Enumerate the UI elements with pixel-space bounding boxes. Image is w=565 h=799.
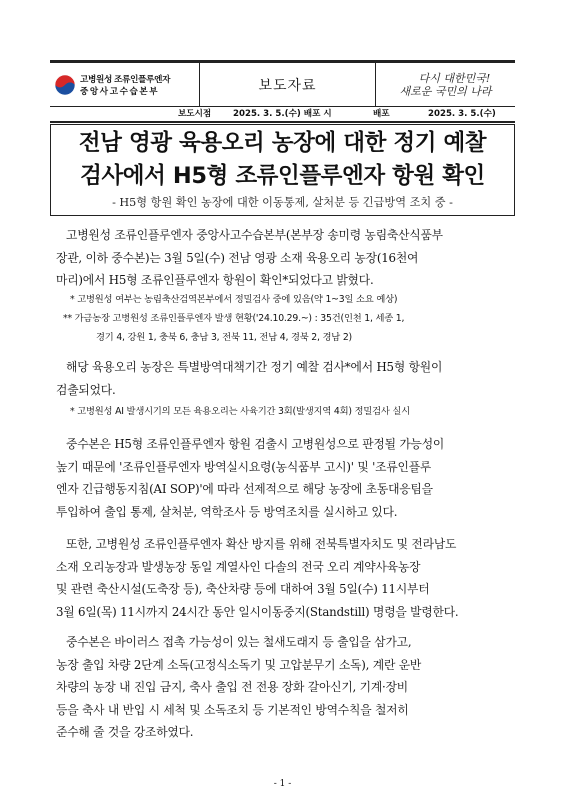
paragraph-line: 3월 6일(목) 11시까지 24시간 동안 일시이동중지(Standstill) 명령을 발령한다. xyxy=(56,604,459,619)
slogan-line2: 새로운 국민의 나라 xyxy=(399,84,492,98)
document-type: 보도자료 xyxy=(200,63,376,106)
paragraph-line: 고병원성 조류인플루엔자 중앙사고수습본부(본부장 송미령 농림축산식품부 xyxy=(66,228,443,242)
paragraph-line: 등을 축사 내 반입 시 세척 및 소독조치 등 기본적인 방역수칙을 철저히 xyxy=(56,702,409,717)
paragraph-line: 마리)에서 H5형 조류인플루엔자 항원이 확인*되었다고 밝혔다. xyxy=(56,273,374,287)
org-name-line1: 고병원성 조류인플루엔자 xyxy=(80,73,171,84)
distribution-label: 배포 xyxy=(373,109,390,119)
footnote-2 xyxy=(70,402,520,421)
footnote-1 xyxy=(63,290,520,347)
embargo-line xyxy=(50,103,515,123)
footnote-line: ** 가금농장 고병원성 조류인플루엔자 발생 현황('24.10.29.~) : 35건(인천 1, 세종 1, xyxy=(63,313,405,324)
paragraph-line: 검출되었다. xyxy=(56,382,116,397)
paragraph-line: 농장 출입 차량 2단계 소독(고정식소독기 및 고압분무기 소독), 계란 운반 xyxy=(56,657,422,672)
paragraph-line: 장관, 이하 중수본)는 3월 5일(수) 전남 영광 소재 육용오리 농장(16천여 xyxy=(56,250,419,265)
headline-line1: 전남 영광 육용오리 농장에 대한 정기 예찰 xyxy=(78,130,487,156)
footnote-line: * 고병원성 여부는 농림축산검역본부에서 정밀검사 중에 있음(약 1~3일 소요 예상) xyxy=(70,294,398,305)
paragraph-line: 소재 오리농장과 발생농장 동일 계열사인 다솔의 전국 오리 계약사육농장 xyxy=(56,559,421,574)
government-emblem-icon xyxy=(54,74,76,96)
paragraph-line: 해당 육용오리 농장은 특별방역대책기간 정기 예찰 검사*에서 H5형 항원이 xyxy=(66,360,443,374)
headline-line2: 검사에서 H5형 조류인플루엔자 항원 확인 xyxy=(80,163,485,189)
paragraph-line: 투입하여 출입 통제, 살처분, 역학조사 등 방역조치를 실시하고 있다. xyxy=(56,504,398,519)
release-value: 2025. 3. 5.(수) 배포 시 xyxy=(233,109,332,119)
headline-box xyxy=(50,124,515,216)
paragraph-line: 준수해 줄 것을 강조하였다. xyxy=(56,725,194,739)
org-name-line2: 중앙사고수습본부 xyxy=(80,85,160,96)
page-number: - 1 - xyxy=(273,779,292,789)
slogan-line1: 다시 대한민국! xyxy=(418,71,491,85)
distribution-value: 2025. 3. 5.(수) xyxy=(428,109,496,119)
paragraph-line: 또한, 고병원성 조류인플루엔자 확산 방지를 위해 전북특별자치도 및 전라남도 xyxy=(66,537,457,551)
paragraph-line: 중수본은 H5형 조류인플루엔자 항원 검출시 고병원성으로 판정될 가능성이 xyxy=(66,437,445,451)
document-header xyxy=(50,60,515,107)
org-logo-block xyxy=(50,63,200,106)
handwritten-slogan xyxy=(376,63,515,106)
footnote-line: 경기 4, 강원 1, 충북 6, 충남 3, 전북 11, 전남 4, 경북 2, 경남 2) xyxy=(96,332,352,343)
paragraph-line: 및 관련 축산시설(도축장 등), 축산차량 등에 대하여 3월 5일(수) 11시부터 xyxy=(56,582,430,596)
paragraph-4 xyxy=(56,533,516,623)
paragraph-line: 엔자 긴급행동지침(AI SOP)'에 따라 선제적으로 해당 농장에 초동대응팀을 xyxy=(56,482,433,496)
paragraph-line: 중수본은 바이러스 접촉 가능성이 있는 철새도래지 등 출입을 삼가고, xyxy=(66,635,412,649)
paragraph-1 xyxy=(56,224,516,292)
paragraph-line: 차량의 농장 내 진입 금지, 축사 출입 전 전용 장화 갈아신기, 기계·장비 xyxy=(56,680,408,694)
release-label: 보도시점 xyxy=(178,109,212,119)
paragraph-5 xyxy=(56,631,516,744)
subheadline: - H5형 항원 확인 농장에 대한 이동통제, 살처분 등 긴급방역 조치 중 - xyxy=(112,196,453,209)
paragraph-2 xyxy=(56,356,516,401)
paragraph-3 xyxy=(56,433,516,523)
footnote-line: * 고병원성 AI 발생시기의 모든 육용오리는 사육기간 3회(발생지역 4회) 정밀검사 실시 xyxy=(70,406,410,417)
paragraph-line: 높기 때문에 '조류인플루엔자 방역실시요령(농식품부 고시)' 및 '조류인플루 xyxy=(56,459,432,474)
